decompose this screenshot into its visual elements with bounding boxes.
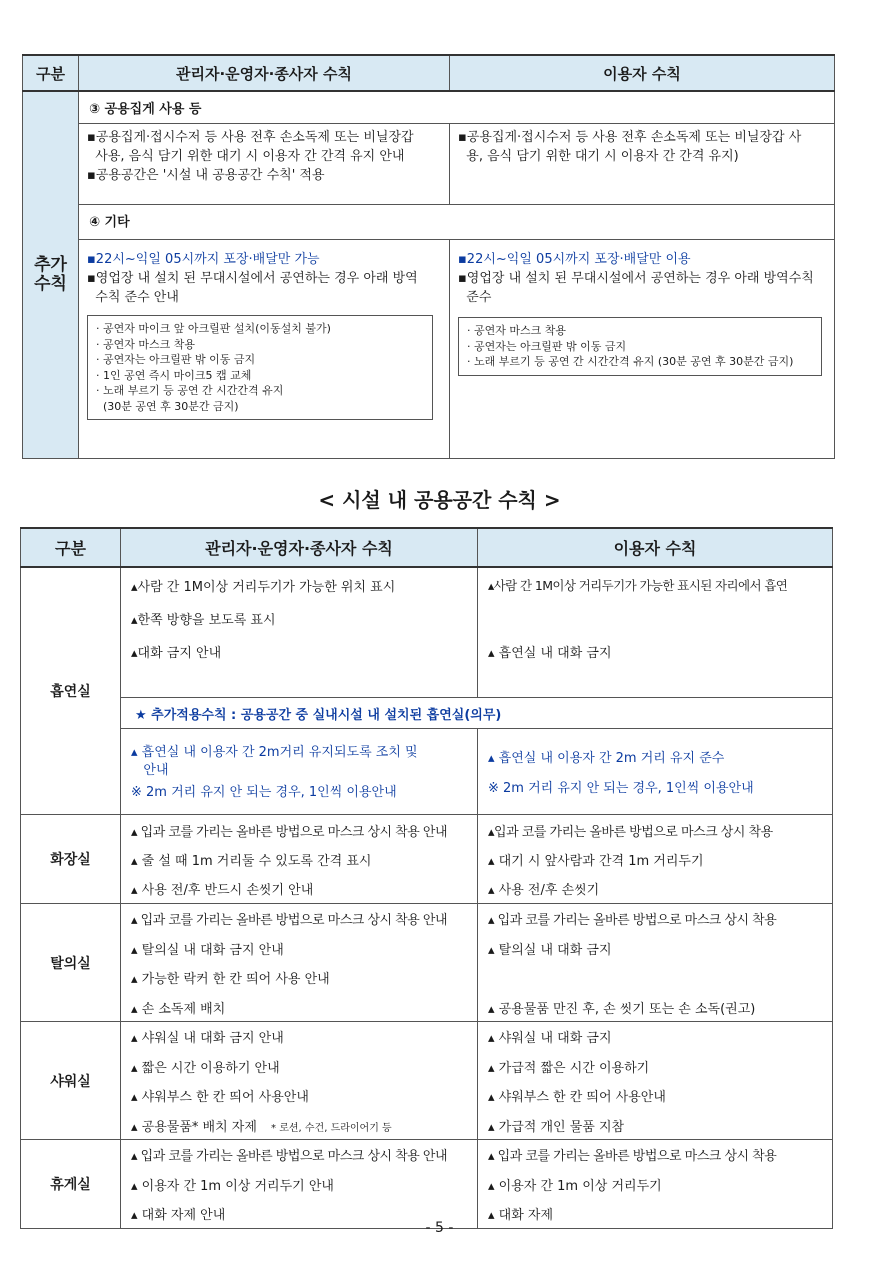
rule-item: ▴ 흡연실 내 대화 금지 — [488, 646, 612, 661]
rule-item-note: * 로션, 수건, 드라이어기 등 — [271, 1123, 392, 1134]
rule-item: ▴사람 간 1M이상 거리두기가 가능한 표시된 자리에서 흡연 — [488, 578, 788, 593]
rule-item: ▴ 대화 자제 안내 — [131, 1208, 226, 1223]
section4-user-blue: ▪22시~익일 05시까지 포장·배달만 이용 — [458, 252, 691, 267]
header-admin-rules: 관리자·운영자·종사자 수칙 — [79, 55, 450, 91]
section3-user — [450, 124, 835, 205]
section4-admin-line: ▪영업장 내 설치 된 무대시설에서 공연하는 경우 아래 방역 — [87, 271, 418, 286]
rule-item: ▴ 이용자 간 1m 이상 거리두기 — [488, 1179, 662, 1194]
row-label-line2: 수칙 — [34, 274, 67, 294]
label-lounge: 휴게실 — [21, 1140, 121, 1229]
header-admin-rules: 관리자·운영자·종사자 수칙 — [121, 528, 478, 567]
rule-item: ▴ 가급적 개인 물품 지참 — [488, 1120, 625, 1135]
header-user-rules: 이용자 수칙 — [450, 55, 835, 91]
smoking-extra-admin — [121, 729, 478, 815]
rule-item: ▴ 대기 시 앞사람과 간격 1m 거리두기 — [488, 854, 704, 869]
label-locker-room: 탈의실 — [21, 904, 121, 1022]
rule-item: ▴ 이용자 간 1m 이상 거리두기 안내 — [131, 1179, 334, 1194]
rule-item: ▴한쪽 방향을 보도록 표시 — [131, 613, 276, 628]
rule-item: ▴ 가능한 락커 한 칸 띄어 사용 안내 — [131, 972, 330, 987]
rule-item: ▴ 사용 전/후 반드시 손씻기 안내 — [131, 883, 314, 898]
rule-item: ▴ 입과 코를 가리는 올바른 방법으로 마스크 상시 착용 안내 — [131, 825, 448, 840]
locker-user — [478, 904, 833, 1022]
rule-item-text: ▴ 공용물품* 배치 자제 — [131, 1120, 257, 1135]
rule-item: ▴ 짧은 시간 이용하기 안내 — [131, 1061, 280, 1076]
rule-item: ▴ 흡연실 내 이용자 간 2m 거리 유지 준수 — [488, 751, 725, 766]
rule-item: ▴ 입과 코를 가리는 올바른 방법으로 마스크 상시 착용 — [488, 913, 777, 928]
rule-item: ▴사람 간 1M이상 거리두기가 가능한 위치 표시 — [131, 580, 396, 595]
smoking-extra-rule-title: ★ 추가적용수칙 : 공용공간 중 실내시설 내 설치된 흡연실(의무) — [121, 698, 833, 729]
section3-admin-line: ▪공용공간은 '시설 내 공용공간 수칙' 적용 — [87, 168, 325, 183]
section4-admin-blue: ▪22시~익일 05시까지 포장·배달만 가능 — [87, 252, 320, 267]
page-number: - 5 - — [425, 1220, 454, 1236]
section4-user — [450, 240, 835, 459]
rule-item: ※ 2m 거리 유지 안 되는 경우, 1인씩 이용안내 — [488, 781, 754, 796]
label-restroom: 화장실 — [21, 815, 121, 904]
box-item: · 공연자 마스크 착용 — [467, 324, 566, 337]
rule-item: ▴ 탈의실 내 대화 금지 — [488, 943, 612, 958]
locker-admin — [121, 904, 478, 1022]
additional-rules-table — [22, 54, 835, 459]
rule-item: ▴ 줄 설 때 1m 거리둘 수 있도록 간격 표시 — [131, 854, 372, 869]
rule-item: ▴ 입과 코를 가리는 올바른 방법으로 마스크 상시 착용 안내 — [131, 1149, 448, 1164]
rule-item: ▴대화 금지 안내 — [131, 646, 222, 661]
restroom-admin — [121, 815, 478, 904]
smoking-extra-user — [478, 729, 833, 815]
rule-item: 안내 — [131, 763, 169, 778]
section4-title: ④ 기타 — [79, 205, 835, 240]
rule-item: ▴ 샤워부스 한 칸 띄어 사용안내 — [488, 1090, 666, 1105]
section3-admin-line: ▪공용집게·접시수저 등 사용 전후 손소독제 또는 비닐장갑 — [87, 130, 414, 145]
rule-item: ▴ 입과 코를 가리는 올바른 방법으로 마스크 상시 착용 안내 — [131, 913, 448, 928]
box-item: · 노래 부르기 등 공연 간 시간간격 유지 — [96, 384, 284, 397]
smoking-admin — [121, 567, 478, 698]
smoking-user — [478, 567, 833, 698]
rule-item: ▴ 공용물품 만진 후, 손 씻기 또는 손 소독(권고) — [488, 1002, 756, 1017]
section3-admin — [79, 124, 450, 205]
rule-item: ※ 2m 거리 유지 안 되는 경우, 1인씩 이용안내 — [131, 785, 397, 800]
shower-admin — [121, 1022, 478, 1140]
shower-user — [478, 1022, 833, 1140]
label-shower-room: 샤워실 — [21, 1022, 121, 1140]
lounge-user — [478, 1140, 833, 1229]
section4-admin-line: 수칙 준수 안내 — [87, 290, 179, 305]
rule-item: ▴ 손 소독제 배치 — [131, 1002, 226, 1017]
section4-user-line: 준수 — [458, 290, 492, 305]
rule-item: ▴ 입과 코를 가리는 올바른 방법으로 마스크 상시 착용 — [488, 1149, 777, 1164]
rule-item: ▴ 흡연실 내 이용자 간 2m거리 유지되도록 조치 및 — [131, 745, 418, 760]
header-category: 구분 — [21, 528, 121, 567]
rule-item: ▴ 샤워부스 한 칸 띄어 사용안내 — [131, 1090, 309, 1105]
section4-user-line: ▪영업장 내 설치 된 무대시설에서 공연하는 경우 아래 방역수칙 — [458, 271, 814, 286]
header-user-rules: 이용자 수칙 — [478, 528, 833, 567]
rule-item: ▴ 샤워실 내 대화 금지 안내 — [131, 1031, 284, 1046]
label-smoking-room: 흡연실 — [21, 567, 121, 815]
row-label-line1: 추가 — [34, 255, 67, 275]
box-item: · 1인 공연 즉시 마이크5 캡 교체 — [96, 368, 252, 382]
box-item: · 공연자는 아크릴판 밖 이동 금지 — [467, 339, 627, 353]
box-item: · 공연자는 아크릴판 밖 이동 금지 — [96, 353, 256, 366]
rule-item: ▴입과 코를 가리는 올바른 방법으로 마스크 상시 착용 — [488, 825, 773, 840]
rule-item: ▴ 탈의실 내 대화 금지 안내 — [131, 943, 284, 958]
box-item: · 공연자 마이크 앞 아크릴판 설치(이동설치 불가) — [96, 322, 331, 335]
rule-item: ▴ 사용 전/후 손씻기 — [488, 883, 600, 898]
section3-user-line: ▪공용집게·접시수저 등 사용 전후 손소독제 또는 비닐장갑 사 — [458, 130, 802, 145]
lounge-admin — [121, 1140, 478, 1229]
row-label-additional — [23, 91, 79, 459]
rule-item — [131, 1116, 392, 1135]
restroom-user — [478, 815, 833, 904]
section3-user-line: 용, 음식 담기 위한 대기 시 이용자 간 간격 유지) — [458, 149, 739, 164]
common-space-rules-table — [20, 527, 833, 1229]
box-item: (30분 공연 후 30분간 금지) — [96, 399, 239, 413]
header-category: 구분 — [23, 55, 79, 91]
box-item: · 노래 부르기 등 공연 간 시간간격 유지 (30분 공연 후 30분간 금지) — [467, 355, 794, 368]
section4-admin — [79, 240, 450, 459]
section3-admin-line: 사용, 음식 담기 위한 대기 시 이용자 간 간격 유지 안내 — [87, 149, 405, 164]
box-item: · 공연자 마스크 착용 — [96, 337, 195, 351]
rule-item: ▴ 샤워실 내 대화 금지 — [488, 1031, 612, 1046]
rule-item: ▴ 가급적 짧은 시간 이용하기 — [488, 1061, 650, 1076]
section-title: < 시설 내 공용공간 수칙 > — [318, 488, 561, 512]
rule-item: ▴ 대화 자제 — [488, 1208, 554, 1223]
performance-rules-box-admin — [87, 315, 433, 420]
section3-title: ③ 공용집게 사용 등 — [79, 91, 835, 124]
performance-rules-box-user — [458, 317, 822, 376]
